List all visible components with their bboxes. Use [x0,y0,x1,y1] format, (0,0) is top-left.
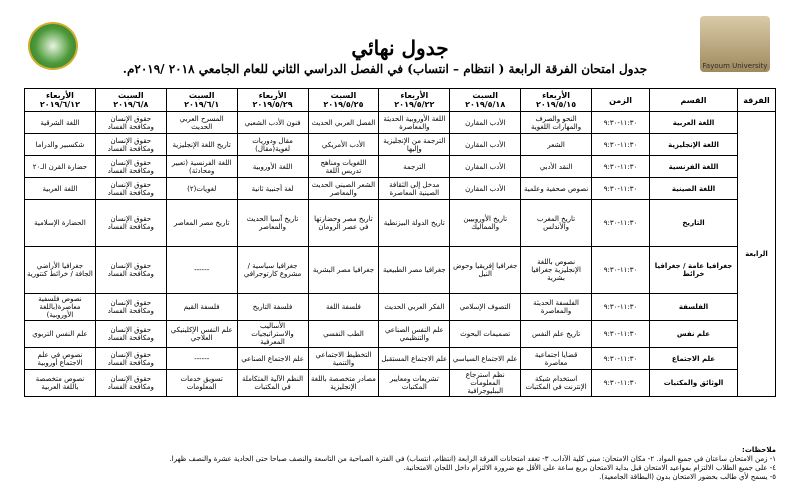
note-line: ٤- على جميع الطلاب الالتزام بمواعيد الامتحان قبل بداية الامتحان بربع ساعة على الأقل مع ضرورة الالتزام داخل اللجان الامتحانية. [403,464,776,472]
header-day-2: السبت ٢٠١٩/٥/١٨ [450,89,521,112]
exam-cell: علم النفس الإكلينيكي العلاجي [166,321,237,348]
exam-cell: حقوق الإنسان ومكافحة الفساد [95,200,166,247]
exam-cell: تاريخ المغرب والأندلس [521,200,592,247]
exam-cell: الفلسفة الحديثة والمعاصرة [521,294,592,321]
dept-cell: التاريخ [650,200,738,247]
time-cell: ١١:٣٠-٩:٣٠ [592,247,650,294]
exam-cell: جغرافيا مصر البشرية [308,247,379,294]
exam-cell: الأدب المقارن [450,156,521,178]
exam-cell: نصوص متخصصة باللغة العربية [25,370,96,397]
exam-cell: اللغويات ومناهج تدريس اللغة [308,156,379,178]
exam-cell: مصادر متخصصة باللغة الإنجليزية [308,370,379,397]
logo-caption: Fayoum University [702,62,768,70]
exam-cell: حقوق الإنسان ومكافحة الفساد [95,247,166,294]
dept-cell: علم نفس [650,321,738,348]
exam-cell: استخدام شبكة الإنترنت في المكتبات [521,370,592,397]
exam-cell: الفصل العربي الحديث [308,112,379,134]
exam-cell: حقوق الإنسان ومكافحة الفساد [95,112,166,134]
exam-cell: حقوق الإنسان ومكافحة الفساد [95,178,166,200]
header-day-7: السبت ٢٠١٩/٦/٨ [95,89,166,112]
exam-cell: الشعر [521,134,592,156]
exam-cell: التصوف الإسلامي [450,294,521,321]
exam-cell: الفكر العربي الحديث [379,294,450,321]
dept-cell: اللغة العربية [650,112,738,134]
exam-cell: حقوق الإنسان ومكافحة الفساد [95,294,166,321]
exam-cell: الحضارة الإسلامية [25,200,96,247]
exam-cell: جغرافيا مصر الطبيعية [379,247,450,294]
exam-cell: مدخل إلى الثقافة الصينية المعاصرة [379,178,450,200]
table-row [25,321,776,348]
exam-cell: اللغة الفرنسية (تعبير ومحادثة) [166,156,237,178]
dept-cell: علم الاجتماع [650,348,738,370]
exam-cell: اللغة الشرقية [25,112,96,134]
time-cell: ١١:٣٠-٩:٣٠ [592,112,650,134]
exam-cell: تاريخ علم النفس [521,321,592,348]
exam-cell: تاريخ الدولة البيزنطية [379,200,450,247]
exam-cell: فلسفة اللغة [308,294,379,321]
exam-cell: شكسبير والدراما [25,134,96,156]
dept-cell: اللغة الفرنسية [650,156,738,178]
header-day-3: الأربعاء ٢٠١٩/٥/٢٢ [379,89,450,112]
exam-cell: ------ [166,247,237,294]
time-cell: ١١:٣٠-٩:٣٠ [592,178,650,200]
exam-cell: اللغة الأوروبية الحديثة والمعاصرة [379,112,450,134]
dept-cell: جغرافيا عامة / جغرافيا خرائط [650,247,738,294]
exam-cell: فنون الأدب الشعبي [237,112,308,134]
exam-cell: الترجمة من الإنجليزية وإليها [379,134,450,156]
exam-cell: التخطيط الاجتماعي والتنمية [308,348,379,370]
exam-cell: فلسفة التاريخ [237,294,308,321]
exam-cell: تاريخ مصر المعاصر [166,200,237,247]
exam-cell: النظم الآلية المتكاملة في المكتبات [237,370,308,397]
exam-cell: نظم استرجاع المعلومات الببليوجرافية [450,370,521,397]
level-cell: الرابعة [738,112,776,397]
table-row [25,112,776,134]
dept-cell: اللغة الإنجليزية [650,134,738,156]
exam-cell: تاريخ آسيا الحديث والمعاصر [237,200,308,247]
time-cell: ١١:٣٠-٩:٣٠ [592,348,650,370]
exam-cell: الطب النفسي [308,321,379,348]
dept-cell: اللغة الصينية [650,178,738,200]
time-cell: ١١:٣٠-٩:٣٠ [592,294,650,321]
exam-cell: النحو والصرف والمهارات اللغوية [521,112,592,134]
exam-cell: تاريخ الأوروبيين والمماليك [450,200,521,247]
exam-cell: تصميمات البحوث [450,321,521,348]
time-cell: ١١:٣٠-٩:٣٠ [592,134,650,156]
exam-cell: اللغة الأوروبية [237,156,308,178]
table-row [25,348,776,370]
exam-cell: الأدب الأمريكي [308,134,379,156]
exam-cell: نصوص صحفية وعلمية [521,178,592,200]
exam-cell: الترجمة [379,156,450,178]
time-cell: ١١:٣٠-٩:٣٠ [592,321,650,348]
exam-cell: حقوق الإنسان ومكافحة الفساد [95,321,166,348]
exam-cell: تشريعات ومعايير المكتبات [379,370,450,397]
exam-cell: علم الاجتماع الصناعي [237,348,308,370]
table-row [25,156,776,178]
header-day-1: الأربعاء ٢٠١٩/٥/١٥ [521,89,592,112]
header-day-4: السبت ٢٠١٩/٥/٢٥ [308,89,379,112]
notes-heading: ملاحظات: [742,446,776,454]
exam-cell: حقوق الإنسان ومكافحة الفساد [95,134,166,156]
header-dept: القسم [650,89,738,112]
table-row [25,370,776,397]
exam-cell: مقال ودوريات لغوية(مقال) [237,134,308,156]
exam-cell: الأدب المقارن [450,134,521,156]
time-cell: ١١:٣٠-٩:٣٠ [592,370,650,397]
exam-schedule-table [24,88,776,397]
header-day-5: الأربعاء ٢٠١٩/٥/٢٩ [237,89,308,112]
dept-cell: الفلسفة [650,294,738,321]
exam-cell: نصوص باللغة الإنجليزية جغرافيا بشرية [521,247,592,294]
time-cell: ١١:٣٠-٩:٣٠ [592,200,650,247]
notes-section [24,446,776,482]
exam-cell: جغرافيا سياسية / مشروع كارتوجرافي [237,247,308,294]
table-row [25,294,776,321]
page-subtitle: جدول امتحان الفرقة الرابعة ( انتظام – انتساب) في الفصل الدراسي الثاني للعام الجامعي ٢٠١٨ /٢٠١٩م. [122,62,648,76]
exam-cell: النقد الأدبي [521,156,592,178]
table-row [25,178,776,200]
dept-cell: الوثائق والمكتبات [650,370,738,397]
exam-cell: نصوص فلسفية معاصرة(باللغة الأوروبية) [25,294,96,321]
header-day-8: الأربعاء ٢٠١٩/٦/١٢ [25,89,96,112]
table-header-row [25,89,776,112]
time-cell: ١١:٣٠-٩:٣٠ [592,156,650,178]
exam-cell: تاريخ اللغة الإنجليزية [166,134,237,156]
exam-cell: نصوص في علم الاجتماع أوروبية [25,348,96,370]
exam-cell: تسويق خدمات المعلومات [166,370,237,397]
exam-cell: حضارة القرن الـ٢٠ [25,156,96,178]
exam-cell: علم النفس الصناعي والتنظيمي [379,321,450,348]
exam-cell: الأدب المقارن [450,112,521,134]
note-line: ٥- يسمح لأي طالب بحضور الامتحان بدون (البطاقة الجامعية). [599,473,776,481]
exam-cell: ------ [166,348,237,370]
note-line: ١- زمن الامتحان ساعتان في جميع المواد. ٢- مكان الامتحان: مبنى كلية الآداب. ٣- تعقد امتحانات الفرقة الرابعة (انتظام، انتساب) في الفترة الصباحية من التاسعة والنصف صباحا حتى الحادية عشرة والنصف ظهرا. [169,455,776,463]
exam-cell: جغرافيا إفريقيا وحوض النيل [450,247,521,294]
exam-cell: علم الاجتماع السياسي [450,348,521,370]
exam-cell: حقوق الإنسان ومكافحة الفساد [95,370,166,397]
exam-cell: لغة أجنبية ثانية [237,178,308,200]
page-title: جدول نهائي [351,36,449,60]
header-time: الزمن [592,89,650,112]
exam-cell: جغرافيا الأراضي الجافة / خرائط كنتورية [25,247,96,294]
exam-cell: الشعر الصيني الحديث والمعاصر [308,178,379,200]
exam-cell: اللغة العربية [25,178,96,200]
exam-cell: علم الاجتماع المستقبل [379,348,450,370]
exam-cell: المسرح العربي الحديث [166,112,237,134]
header-level: الفرقة [738,89,776,112]
header-day-6: السبت ٢٠١٩/٦/١ [166,89,237,112]
exam-cell: الأساليب والاستراتيجيات المعرفية [237,321,308,348]
table-row [25,200,776,247]
exam-cell: الأدب المقارن [450,178,521,200]
table-row [25,134,776,156]
exam-cell: حقوق الإنسان ومكافحة الفساد [95,348,166,370]
exam-cell: قضايا اجتماعية معاصرة [521,348,592,370]
exam-cell: فلسفة القيم [166,294,237,321]
exam-cell: لغويات(٢) [166,178,237,200]
table-row [25,247,776,294]
exam-cell: حقوق الإنسان ومكافحة الفساد [95,156,166,178]
exam-cell: تاريخ مصر وحضارتها في عصر الرومان [308,200,379,247]
exam-cell: علم النفس التربوي [25,321,96,348]
